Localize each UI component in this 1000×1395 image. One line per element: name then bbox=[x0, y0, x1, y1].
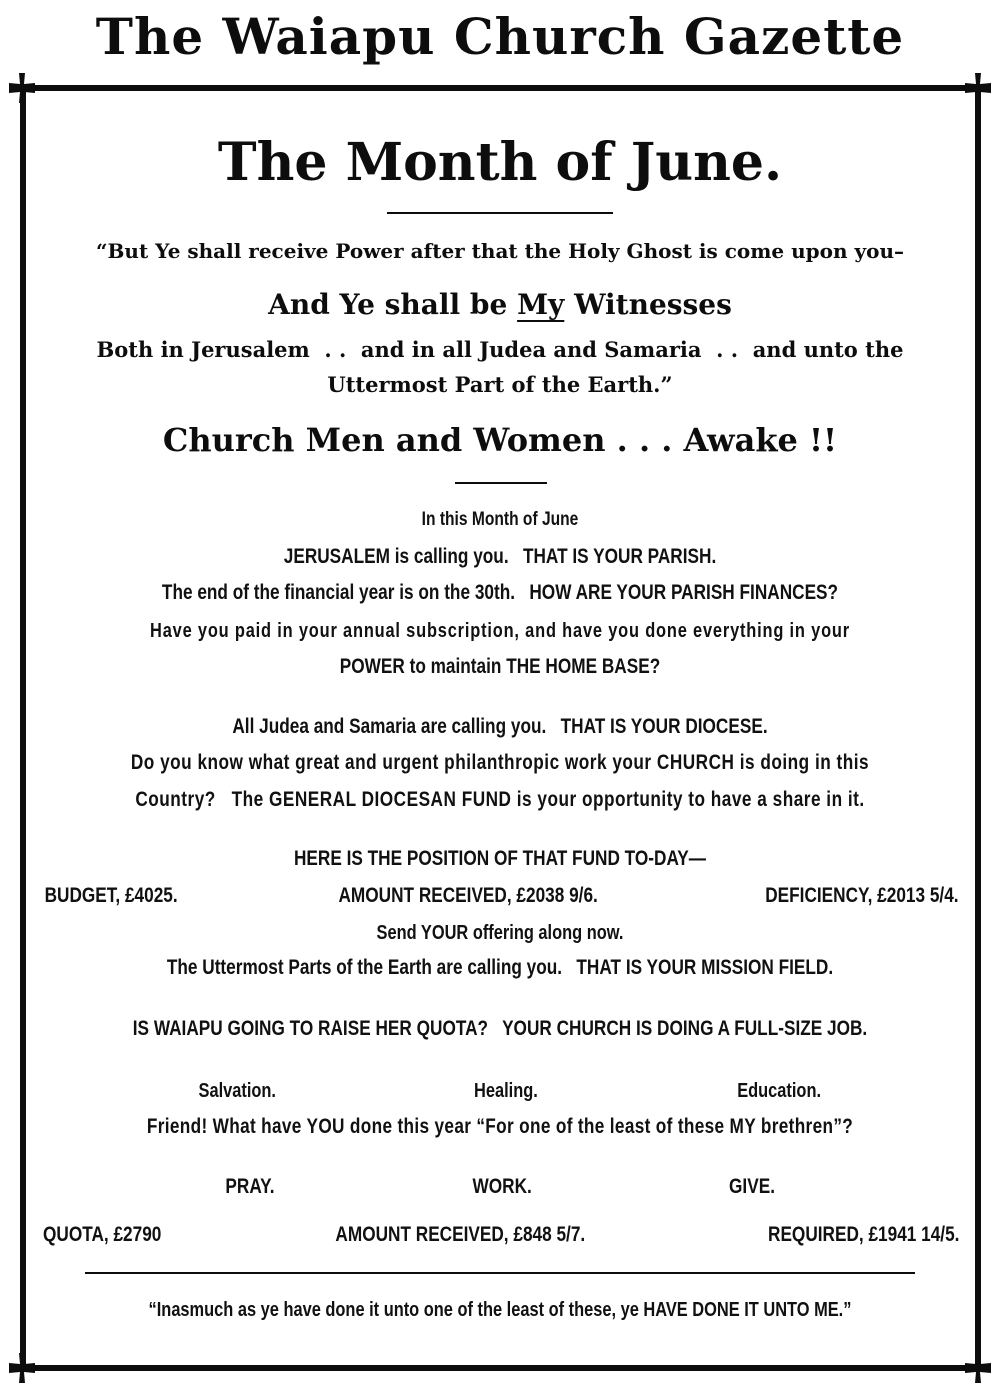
mission-line-1: The Uttermost Parts of the Earth are calling you. THAT IS YOUR MISSION FIELD. bbox=[166, 956, 834, 979]
masthead-title: The Waiapu Church Gazette bbox=[95, 7, 905, 66]
parish-line-4: POWER to maintain THE HOME BASE? bbox=[339, 655, 661, 678]
cross-pattee-icon bbox=[7, 73, 37, 103]
action-work: WORK. bbox=[472, 1175, 532, 1198]
parish-intro: In this Month of June bbox=[421, 509, 579, 530]
fund-deficiency: DEFICIENCY, £2013 5/4. bbox=[765, 884, 959, 907]
notice-body bbox=[40, 0, 960, 1395]
fund-figures-row bbox=[40, 883, 960, 909]
cross-pattee-icon bbox=[963, 73, 993, 103]
action-pray: PRAY. bbox=[225, 1175, 275, 1198]
frame-right-rule bbox=[975, 88, 981, 1368]
work-salvation: Salvation. bbox=[198, 1080, 276, 1102]
fund-heading: HERE IS THE POSITION OF THAT FUND TO-DAY— bbox=[293, 847, 707, 870]
action-give: GIVE. bbox=[728, 1175, 775, 1198]
diocese-line-2: Do you know what great and urgent philanthropic work your CHURCH is doing in this bbox=[130, 751, 870, 774]
cross-pattee-icon bbox=[7, 1353, 37, 1383]
parish-line-3: Have you paid in your annual subscription, and have you done everything in your bbox=[150, 620, 850, 642]
quota-amount: QUOTA, £2790 bbox=[42, 1223, 162, 1246]
scripture-line-1: “But Ye shall receive Power after that the Holy Ghost is come upon you– bbox=[96, 239, 904, 263]
headline: The Month of June. bbox=[217, 132, 783, 193]
parish-line-1: JERUSALEM is calling you. THAT IS YOUR PARISH. bbox=[283, 545, 717, 568]
call-to-awake: Church Men and Women . . . Awake !! bbox=[162, 421, 838, 459]
fund-amount-received: AMOUNT RECEIVED, £2038 9/6. bbox=[338, 884, 598, 907]
quota-required: REQUIRED, £1941 14/5. bbox=[767, 1223, 959, 1246]
parish-line-2: The end of the financial year is on the 30th. HOW ARE YOUR PARISH FINANCES? bbox=[161, 581, 839, 604]
fund-budget: BUDGET, £4025. bbox=[44, 884, 178, 907]
friend-question: Friend! What have YOU done this year “For one of the least of these MY brethren”? bbox=[146, 1115, 854, 1138]
scripture-line-3: Both in Jerusalem . . and in all Judea and Samaria . . and unto the bbox=[96, 337, 904, 362]
cross-pattee-icon bbox=[963, 1353, 993, 1383]
scripture-line-4: Uttermost Part of the Earth.” bbox=[327, 372, 673, 397]
quota-amount-received: AMOUNT RECEIVED, £848 5/7. bbox=[335, 1223, 586, 1246]
closing-quote: “Inasmuch as ye have done it unto one of the least of these, ye HAVE DONE IT UNTO ME.” bbox=[148, 1299, 852, 1321]
scripture-line-2-prefix: And Ye shall be bbox=[268, 288, 518, 321]
closing-divider bbox=[85, 1272, 915, 1274]
scripture-line-2-suffix: Witnesses bbox=[564, 288, 732, 321]
work-healing: Healing. bbox=[474, 1080, 539, 1102]
scripture-line-2 bbox=[40, 286, 960, 324]
fund-send-offering: Send YOUR offering along now. bbox=[376, 922, 624, 944]
diocese-line-1: All Judea and Samaria are calling you. THAT IS YOUR DIOCESE. bbox=[232, 715, 768, 738]
headline-divider bbox=[387, 212, 613, 214]
mission-line-2: IS WAIAPU GOING TO RAISE HER QUOTA? YOUR CHURCH IS DOING A FULL-SIZE JOB. bbox=[132, 1017, 868, 1040]
call-divider bbox=[455, 482, 547, 484]
quota-row bbox=[40, 1222, 960, 1248]
frame-left-rule bbox=[20, 88, 26, 1368]
actions-row bbox=[40, 1174, 960, 1200]
works-row bbox=[40, 1078, 960, 1104]
diocese-line-3: Country? The GENERAL DIOCESAN FUND is your opportunity to have a share in it. bbox=[135, 788, 865, 811]
work-education: Education. bbox=[736, 1080, 821, 1102]
scripture-emphasis: My bbox=[517, 288, 565, 321]
